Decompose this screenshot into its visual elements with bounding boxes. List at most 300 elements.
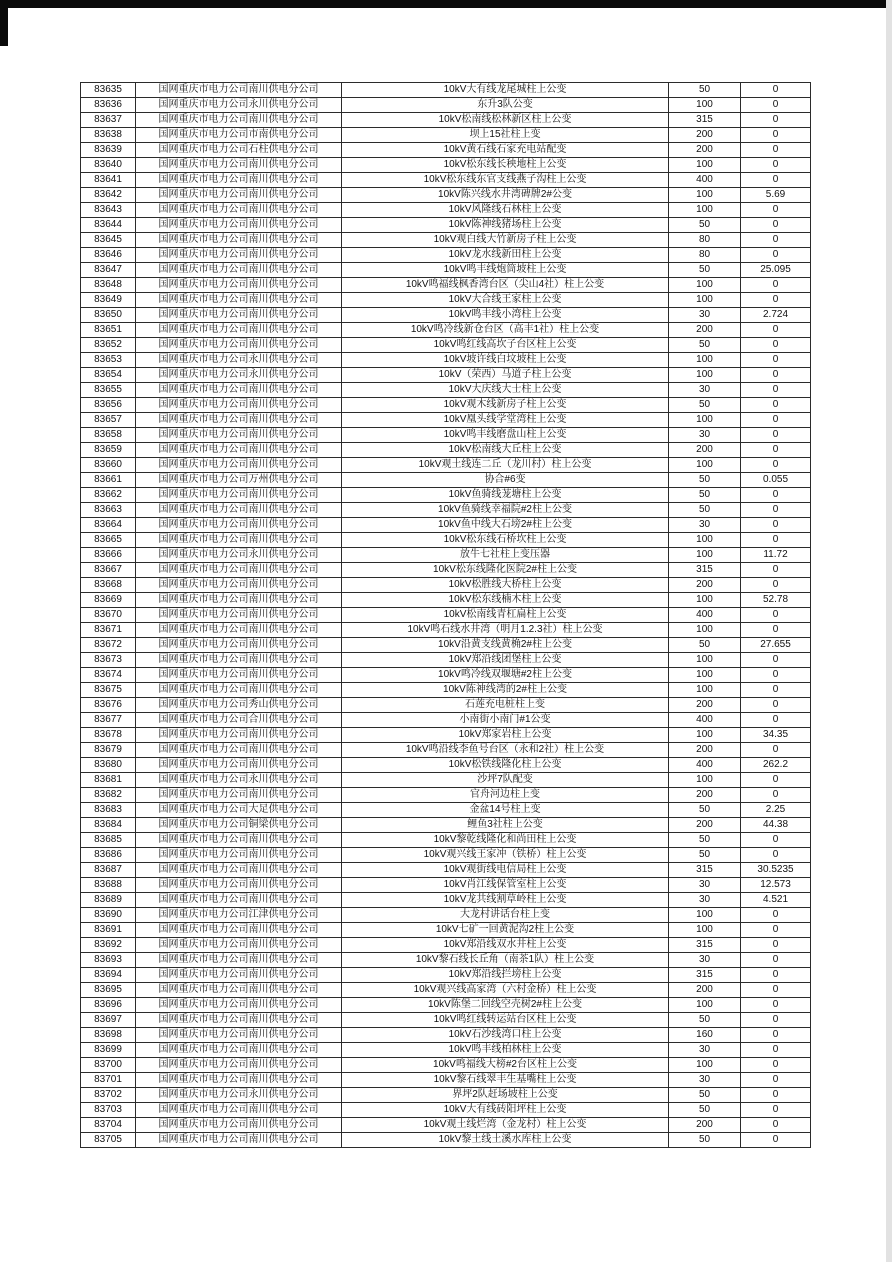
cell-capacity: 200: [669, 323, 741, 338]
cell-id: 83662: [81, 488, 136, 503]
table-row: [81, 653, 811, 668]
table-row: [81, 863, 811, 878]
table-row: [81, 983, 811, 998]
cell-id: 83635: [81, 83, 136, 98]
cell-value: 0: [741, 563, 811, 578]
top-border-strip: [0, 0, 892, 8]
cell-company: 国网重庆市电力公司铜梁供电分公司: [136, 818, 342, 833]
table-row: [81, 473, 811, 488]
table-row: [81, 443, 811, 458]
table-row: [81, 923, 811, 938]
left-border-strip: [0, 0, 8, 46]
cell-capacity: 30: [669, 1043, 741, 1058]
cell-company: 国网重庆市电力公司南川供电分公司: [136, 638, 342, 653]
cell-company: 国网重庆市电力公司合川供电分公司: [136, 713, 342, 728]
cell-company: 国网重庆市电力公司南川供电分公司: [136, 878, 342, 893]
cell-company: 国网重庆市电力公司南川供电分公司: [136, 278, 342, 293]
cell-name: 10kV龙水线新田柱上公变: [342, 248, 669, 263]
cell-capacity: 50: [669, 488, 741, 503]
cell-name: 10kV大合线王家柱上公变: [342, 293, 669, 308]
table-row: [81, 263, 811, 278]
table-row: [81, 398, 811, 413]
cell-capacity: 50: [669, 848, 741, 863]
cell-capacity: 100: [669, 548, 741, 563]
cell-company: 国网重庆市电力公司南川供电分公司: [136, 1073, 342, 1088]
cell-name: 放牛七社柱上变压器: [342, 548, 669, 563]
cell-value: 0: [741, 443, 811, 458]
cell-name: 10kV鸣冷线新仓台区（高丰1社）柱上公变: [342, 323, 669, 338]
cell-capacity: 30: [669, 953, 741, 968]
cell-company: 国网重庆市电力公司南川供电分公司: [136, 728, 342, 743]
table-row: [81, 173, 811, 188]
cell-value: 0: [741, 488, 811, 503]
table-row: [81, 83, 811, 98]
cell-company: 国网重庆市电力公司南川供电分公司: [136, 383, 342, 398]
cell-value: 0: [741, 203, 811, 218]
cell-name: 10kV鱼骑线茏塘柱上公变: [342, 488, 669, 503]
cell-company: 国网重庆市电力公司永川供电分公司: [136, 353, 342, 368]
cell-capacity: 200: [669, 788, 741, 803]
cell-company: 国网重庆市电力公司南川供电分公司: [136, 938, 342, 953]
cell-id: 83650: [81, 308, 136, 323]
cell-id: 83642: [81, 188, 136, 203]
cell-capacity: 100: [669, 353, 741, 368]
table-row: [81, 593, 811, 608]
cell-id: 83640: [81, 158, 136, 173]
cell-value: 0: [741, 923, 811, 938]
table-row: [81, 758, 811, 773]
cell-company: 国网重庆市电力公司万州供电分公司: [136, 473, 342, 488]
cell-company: 国网重庆市电力公司南川供电分公司: [136, 428, 342, 443]
cell-capacity: 100: [669, 668, 741, 683]
cell-company: 国网重庆市电力公司大足供电分公司: [136, 803, 342, 818]
table-row: [81, 728, 811, 743]
cell-name: 10kV鸣冷线双堰塘#2柱上公变: [342, 668, 669, 683]
cell-value: 0: [741, 788, 811, 803]
cell-name: 10kV观土线连二丘（龙川村）柱上公变: [342, 458, 669, 473]
cell-id: 83700: [81, 1058, 136, 1073]
cell-name: 10kV鸣丰线柏林柱上公变: [342, 1043, 669, 1058]
cell-company: 国网重庆市电力公司南川供电分公司: [136, 893, 342, 908]
cell-name: 10kV松东线东官支线燕子沟柱上公变: [342, 173, 669, 188]
cell-id: 83655: [81, 383, 136, 398]
cell-name: 10kV观兴线高家湾（六村金桥）柱上公变: [342, 983, 669, 998]
cell-capacity: 200: [669, 698, 741, 713]
cell-id: 83688: [81, 878, 136, 893]
cell-name: 界坪2队赶场坡柱上公变: [342, 1088, 669, 1103]
cell-name: 10kV黎石线长丘角（南茶1队）柱上公变: [342, 953, 669, 968]
cell-value: 0: [741, 518, 811, 533]
cell-value: 0: [741, 143, 811, 158]
cell-capacity: 100: [669, 623, 741, 638]
cell-id: 83648: [81, 278, 136, 293]
cell-company: 国网重庆市电力公司南川供电分公司: [136, 998, 342, 1013]
table-row: [81, 383, 811, 398]
cell-capacity: 400: [669, 173, 741, 188]
cell-value: 34.35: [741, 728, 811, 743]
table-row: [81, 668, 811, 683]
cell-value: 0: [741, 1133, 811, 1148]
table-body: [81, 83, 811, 1148]
cell-value: 0: [741, 398, 811, 413]
cell-id: 83674: [81, 668, 136, 683]
table-row: [81, 1118, 811, 1133]
table-row: [81, 938, 811, 953]
cell-value: 0: [741, 173, 811, 188]
cell-company: 国网重庆市电力公司南川供电分公司: [136, 203, 342, 218]
table-row: [81, 773, 811, 788]
table-row: [81, 323, 811, 338]
cell-id: 83665: [81, 533, 136, 548]
cell-id: 83704: [81, 1118, 136, 1133]
cell-capacity: 100: [669, 533, 741, 548]
cell-company: 国网重庆市电力公司南川供电分公司: [136, 1043, 342, 1058]
cell-name: 10kV松南线松林新区柱上公变: [342, 113, 669, 128]
cell-company: 国网重庆市电力公司南川供电分公司: [136, 1118, 342, 1133]
cell-capacity: 100: [669, 593, 741, 608]
cell-capacity: 100: [669, 203, 741, 218]
cell-capacity: 315: [669, 968, 741, 983]
cell-capacity: 100: [669, 908, 741, 923]
cell-name: 10kV松南线青杠扁柱上公变: [342, 608, 669, 623]
cell-company: 国网重庆市电力公司南川供电分公司: [136, 113, 342, 128]
cell-company: 国网重庆市电力公司南川供电分公司: [136, 413, 342, 428]
cell-id: 83646: [81, 248, 136, 263]
cell-capacity: 30: [669, 308, 741, 323]
cell-value: 0: [741, 338, 811, 353]
cell-id: 83658: [81, 428, 136, 443]
cell-capacity: 200: [669, 1118, 741, 1133]
cell-company: 国网重庆市电力公司南川供电分公司: [136, 458, 342, 473]
cell-company: 国网重庆市电力公司南川供电分公司: [136, 683, 342, 698]
table-row: [81, 533, 811, 548]
cell-value: 0: [741, 128, 811, 143]
cell-name: 10kV松东线隆化医院2#柱上公变: [342, 563, 669, 578]
cell-capacity: 30: [669, 878, 741, 893]
cell-name: 10kV石沙线湾口柱上公变: [342, 1028, 669, 1043]
cell-capacity: 100: [669, 188, 741, 203]
cell-capacity: 50: [669, 638, 741, 653]
table-row: [81, 968, 811, 983]
cell-id: 83699: [81, 1043, 136, 1058]
table-row: [81, 488, 811, 503]
table-row: [81, 683, 811, 698]
cell-value: 0: [741, 1103, 811, 1118]
cell-company: 国网重庆市电力公司石柱供电分公司: [136, 143, 342, 158]
cell-value: 0: [741, 218, 811, 233]
cell-value: 0: [741, 113, 811, 128]
cell-value: 0: [741, 1013, 811, 1028]
page-right-edge: [886, 0, 892, 1262]
cell-name: 10kV陈堡二回线空壳树2#柱上公变: [342, 998, 669, 1013]
cell-id: 83664: [81, 518, 136, 533]
cell-name: 10kV黎土线土溪水库柱上公变: [342, 1133, 669, 1148]
cell-id: 83687: [81, 863, 136, 878]
cell-company: 国网重庆市电力公司南川供电分公司: [136, 503, 342, 518]
table-row: [81, 1043, 811, 1058]
cell-company: 国网重庆市电力公司南川供电分公司: [136, 263, 342, 278]
cell-capacity: 50: [669, 503, 741, 518]
cell-company: 国网重庆市电力公司南川供电分公司: [136, 398, 342, 413]
cell-value: 0: [741, 428, 811, 443]
table-row: [81, 413, 811, 428]
table-row: [81, 368, 811, 383]
cell-id: 83652: [81, 338, 136, 353]
cell-id: 83692: [81, 938, 136, 953]
table-row: [81, 563, 811, 578]
cell-value: 2.724: [741, 308, 811, 323]
cell-value: 11.72: [741, 548, 811, 563]
cell-value: 0: [741, 983, 811, 998]
cell-company: 国网重庆市电力公司南川供电分公司: [136, 293, 342, 308]
cell-name: 10kV鸣沿线李鱼号台区（永和2社）柱上公变: [342, 743, 669, 758]
cell-name: 10kV观土线烂湾（金龙村）柱上公变: [342, 1118, 669, 1133]
cell-capacity: 100: [669, 413, 741, 428]
cell-id: 83675: [81, 683, 136, 698]
cell-id: 83683: [81, 803, 136, 818]
cell-value: 0: [741, 833, 811, 848]
cell-capacity: 160: [669, 1028, 741, 1043]
cell-value: 4.521: [741, 893, 811, 908]
cell-capacity: 100: [669, 728, 741, 743]
cell-capacity: 50: [669, 1088, 741, 1103]
cell-name: 小南街小南门#1公变: [342, 713, 669, 728]
cell-capacity: 50: [669, 83, 741, 98]
cell-id: 83676: [81, 698, 136, 713]
cell-capacity: 100: [669, 98, 741, 113]
cell-id: 83701: [81, 1073, 136, 1088]
cell-name: 10kV陈兴线水井湾碑牌2#公变: [342, 188, 669, 203]
cell-id: 83705: [81, 1133, 136, 1148]
table-row: [81, 818, 811, 833]
cell-name: 10kV松胜线大桥柱上公变: [342, 578, 669, 593]
cell-capacity: 200: [669, 983, 741, 998]
table-row: [81, 1028, 811, 1043]
table-row: [81, 428, 811, 443]
table-row: [81, 308, 811, 323]
cell-company: 国网重庆市电力公司南川供电分公司: [136, 758, 342, 773]
table-row: [81, 608, 811, 623]
cell-id: 83679: [81, 743, 136, 758]
cell-name: 10kV郑家岩柱上公变: [342, 728, 669, 743]
cell-value: 0: [741, 968, 811, 983]
cell-value: 0: [741, 83, 811, 98]
cell-company: 国网重庆市电力公司南川供电分公司: [136, 593, 342, 608]
cell-value: 0.055: [741, 473, 811, 488]
cell-value: 12.573: [741, 878, 811, 893]
cell-capacity: 315: [669, 113, 741, 128]
cell-name: 10kV鸣丰线磨盘山柱上公变: [342, 428, 669, 443]
cell-capacity: 100: [669, 998, 741, 1013]
cell-company: 国网重庆市电力公司秀山供电分公司: [136, 698, 342, 713]
cell-capacity: 30: [669, 893, 741, 908]
cell-value: 0: [741, 353, 811, 368]
table-row: [81, 578, 811, 593]
cell-value: 0: [741, 698, 811, 713]
cell-name: 官舟河边柱上变: [342, 788, 669, 803]
cell-company: 国网重庆市电力公司南川供电分公司: [136, 488, 342, 503]
cell-name: 10kV鸣红线高坎子台区柱上公变: [342, 338, 669, 353]
table-row: [81, 1073, 811, 1088]
cell-id: 83638: [81, 128, 136, 143]
cell-name: 10kV鸣红线转运站台区柱上公变: [342, 1013, 669, 1028]
table-row: [81, 1103, 811, 1118]
cell-capacity: 200: [669, 578, 741, 593]
cell-capacity: 200: [669, 443, 741, 458]
cell-capacity: 100: [669, 158, 741, 173]
cell-capacity: 400: [669, 758, 741, 773]
table-row: [81, 203, 811, 218]
cell-name: 沙坪7队配变: [342, 773, 669, 788]
cell-value: 0: [741, 578, 811, 593]
table-row: [81, 518, 811, 533]
cell-capacity: 100: [669, 923, 741, 938]
cell-name: 10kV鱼骑线幸福院#2柱上公变: [342, 503, 669, 518]
cell-company: 国网重庆市电力公司永川供电分公司: [136, 368, 342, 383]
table-row: [81, 128, 811, 143]
cell-name: 10kV大有线龙尾城柱上公变: [342, 83, 669, 98]
cell-capacity: 200: [669, 818, 741, 833]
cell-id: 83670: [81, 608, 136, 623]
cell-value: 0: [741, 773, 811, 788]
table-row: [81, 158, 811, 173]
cell-capacity: 200: [669, 143, 741, 158]
cell-company: 国网重庆市电力公司南川供电分公司: [136, 83, 342, 98]
table-row: [81, 188, 811, 203]
cell-id: 83668: [81, 578, 136, 593]
cell-name: 10kV鱼中线大石塝2#柱上公变: [342, 518, 669, 533]
table-row: [81, 1058, 811, 1073]
cell-id: 83696: [81, 998, 136, 1013]
cell-name: 10kV风隆线石林柱上公变: [342, 203, 669, 218]
cell-id: 83672: [81, 638, 136, 653]
table-row: [81, 908, 811, 923]
cell-capacity: 50: [669, 1133, 741, 1148]
table-row: [81, 698, 811, 713]
table-row: [81, 623, 811, 638]
cell-company: 国网重庆市电力公司南川供电分公司: [136, 623, 342, 638]
cell-id: 83649: [81, 293, 136, 308]
cell-name: 10kV松东线楠木柱上公变: [342, 593, 669, 608]
cell-company: 国网重庆市电力公司南川供电分公司: [136, 848, 342, 863]
cell-id: 83689: [81, 893, 136, 908]
cell-company: 国网重庆市电力公司南川供电分公司: [136, 518, 342, 533]
cell-id: 83703: [81, 1103, 136, 1118]
cell-capacity: 50: [669, 803, 741, 818]
cell-capacity: 100: [669, 773, 741, 788]
cell-id: 83691: [81, 923, 136, 938]
cell-name: 10kV龙共线割草岭柱上公变: [342, 893, 669, 908]
table-row: [81, 1133, 811, 1148]
cell-value: 0: [741, 623, 811, 638]
cell-value: 0: [741, 503, 811, 518]
cell-id: 83656: [81, 398, 136, 413]
cell-company: 国网重庆市电力公司南川供电分公司: [136, 323, 342, 338]
cell-name: 10kV凰头线学堂湾柱上公变: [342, 413, 669, 428]
table-row: [81, 953, 811, 968]
cell-name: 10kV黎石线翠丰生基嘴柱上公变: [342, 1073, 669, 1088]
cell-capacity: 50: [669, 1013, 741, 1028]
cell-id: 83661: [81, 473, 136, 488]
cell-id: 83685: [81, 833, 136, 848]
cell-company: 国网重庆市电力公司南川供电分公司: [136, 863, 342, 878]
cell-company: 国网重庆市电力公司南川供电分公司: [136, 188, 342, 203]
cell-value: 2.25: [741, 803, 811, 818]
cell-value: 44.38: [741, 818, 811, 833]
cell-value: 30.5235: [741, 863, 811, 878]
cell-name: 10kV观白线大竹新房子柱上公变: [342, 233, 669, 248]
cell-value: 0: [741, 1058, 811, 1073]
cell-company: 国网重庆市电力公司南川供电分公司: [136, 653, 342, 668]
table-row: [81, 548, 811, 563]
cell-value: 0: [741, 908, 811, 923]
table-row: [81, 1013, 811, 1028]
cell-company: 国网重庆市电力公司南川供电分公司: [136, 743, 342, 758]
cell-value: 0: [741, 998, 811, 1013]
cell-capacity: 80: [669, 233, 741, 248]
cell-value: 52.78: [741, 593, 811, 608]
cell-capacity: 400: [669, 608, 741, 623]
cell-company: 国网重庆市电力公司南川供电分公司: [136, 563, 342, 578]
cell-id: 83682: [81, 788, 136, 803]
cell-value: 0: [741, 533, 811, 548]
cell-id: 83673: [81, 653, 136, 668]
cell-name: 10kV肖江线保管室柱上公变: [342, 878, 669, 893]
cell-value: 0: [741, 368, 811, 383]
cell-company: 国网重庆市电力公司南川供电分公司: [136, 1133, 342, 1148]
cell-name: 鲤鱼3社柱上公变: [342, 818, 669, 833]
cell-name: 10kV鸣福线枫香湾台区（尖山4社）柱上公变: [342, 278, 669, 293]
cell-capacity: 30: [669, 428, 741, 443]
cell-company: 国网重庆市电力公司南川供电分公司: [136, 923, 342, 938]
cell-id: 83666: [81, 548, 136, 563]
cell-name: 东升3队公变: [342, 98, 669, 113]
cell-value: 0: [741, 608, 811, 623]
cell-company: 国网重庆市电力公司南川供电分公司: [136, 338, 342, 353]
cell-id: 83651: [81, 323, 136, 338]
cell-company: 国网重庆市电力公司南川供电分公司: [136, 173, 342, 188]
table-row: [81, 353, 811, 368]
cell-id: 83659: [81, 443, 136, 458]
cell-name: 10kV（荣西）马道子柱上公变: [342, 368, 669, 383]
cell-value: 0: [741, 668, 811, 683]
cell-capacity: 50: [669, 1103, 741, 1118]
cell-id: 83686: [81, 848, 136, 863]
cell-id: 83695: [81, 983, 136, 998]
cell-company: 国网重庆市电力公司南川供电分公司: [136, 443, 342, 458]
cell-id: 83680: [81, 758, 136, 773]
cell-value: 0: [741, 293, 811, 308]
cell-id: 83702: [81, 1088, 136, 1103]
cell-value: 0: [741, 278, 811, 293]
cell-capacity: 30: [669, 518, 741, 533]
cell-company: 国网重庆市电力公司南川供电分公司: [136, 578, 342, 593]
cell-capacity: 30: [669, 383, 741, 398]
cell-value: 27.655: [741, 638, 811, 653]
cell-name: 10kV鸣丰线炮筒坡柱上公变: [342, 263, 669, 278]
table-row: [81, 458, 811, 473]
cell-name: 10kV黎乾线隆化和尚田柱上公变: [342, 833, 669, 848]
cell-name: 10kV观街线电信局柱上公变: [342, 863, 669, 878]
cell-company: 国网重庆市电力公司南川供电分公司: [136, 158, 342, 173]
cell-capacity: 50: [669, 398, 741, 413]
cell-name: 10kV松南线大丘柱上公变: [342, 443, 669, 458]
cell-capacity: 100: [669, 683, 741, 698]
cell-company: 国网重庆市电力公司永川供电分公司: [136, 773, 342, 788]
cell-company: 国网重庆市电力公司南川供电分公司: [136, 608, 342, 623]
cell-name: 10kV松东线石桥坎柱上公变: [342, 533, 669, 548]
table-row: [81, 278, 811, 293]
